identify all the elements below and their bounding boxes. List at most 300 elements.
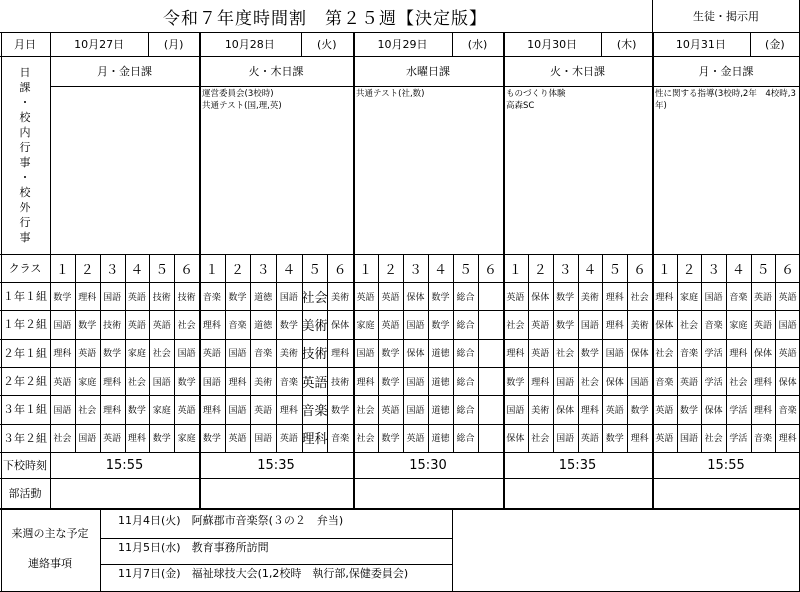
subject-cell: 社会: [556, 349, 575, 360]
subject-cell: 国語: [177, 349, 196, 360]
event-line: 運営委員会(3校時): [202, 89, 274, 99]
subject-cell: 総合: [456, 377, 475, 388]
grid-line: [0, 478, 800, 479]
subject-cell: 音楽: [704, 320, 723, 331]
subject-cell: 数学: [381, 434, 400, 445]
subject-cell: 国語: [605, 349, 624, 360]
subject-cell: 音楽: [778, 405, 797, 416]
subject-cell: 国語: [679, 434, 698, 445]
subject-cell: 社会: [78, 405, 97, 416]
subject-cell: 英語: [356, 292, 375, 303]
class-name: ２年１組: [3, 346, 47, 360]
grid-line: [0, 32, 800, 33]
subject-cell: 国語: [53, 320, 72, 331]
subject-cell: 理科: [753, 405, 772, 416]
events-header-char: 校: [19, 111, 31, 124]
subject-cell: 理科: [506, 349, 525, 360]
subject-cell: 理科: [356, 377, 375, 388]
period-number: ３: [105, 262, 119, 278]
subject-cell: 英語: [381, 405, 400, 416]
subject-cell: 数学: [556, 292, 575, 303]
grid-line: [50, 86, 800, 87]
dismissal-time: 15:35: [558, 457, 597, 473]
subject-cell: 数学: [431, 292, 450, 303]
subject-cell: 数学: [279, 320, 298, 331]
subject-cell: 音楽: [228, 320, 247, 331]
subject-cell: 総合: [456, 349, 475, 360]
grid-line: [100, 508, 101, 592]
subject-cell: 理科: [103, 377, 122, 388]
grid-line: [601, 32, 602, 56]
grid-line: [327, 254, 328, 452]
period-number: １: [55, 262, 69, 278]
subject-cell: 国語: [778, 320, 797, 331]
subject-cell: 家庭: [177, 434, 196, 445]
subject-cell: 英語: [778, 349, 797, 360]
subject-cell: 総合: [456, 405, 475, 416]
period-number: ４: [731, 262, 745, 278]
subject-cell: 理科: [753, 377, 772, 388]
subject-cell: 社会: [53, 434, 72, 445]
subject-cell: 国語: [202, 377, 221, 388]
subject-cell: 総合: [456, 320, 475, 331]
subject-cell: 英語: [103, 434, 122, 445]
grid-line: [100, 538, 452, 539]
subject-cell: 家庭: [729, 320, 748, 331]
day-date: 10月30日: [527, 38, 578, 51]
events-header-char: ・: [19, 96, 31, 109]
subject-cell: 国語: [228, 349, 247, 360]
class-name: １年２組: [3, 318, 47, 332]
day-schedule: 火・木日課: [550, 65, 605, 78]
grid-line: [478, 254, 479, 452]
events-header-char: 事: [19, 156, 31, 169]
dismissal-time: 15:55: [707, 457, 745, 473]
subject-cell: 社会: [356, 434, 375, 445]
dismissal-time: 15:30: [409, 457, 447, 473]
subject-cell: 数学: [127, 405, 146, 416]
grid-line: [0, 310, 800, 311]
day-schedule: 火・木日課: [248, 65, 304, 78]
events-header-char: 日: [19, 66, 31, 79]
day-schedule: 月・金日課: [698, 65, 754, 78]
subject-cell: 英語: [254, 405, 273, 416]
event-line: 共通テスト(国,理,英): [202, 101, 282, 111]
grid-line: [652, 32, 654, 508]
grid-line: [726, 254, 727, 452]
subject-cell: 理科: [228, 377, 247, 388]
subject-cell: 数学: [381, 349, 400, 360]
subject-cell: 国語: [406, 320, 425, 331]
period-number: ３: [558, 262, 572, 278]
subject-cell: 数学: [331, 405, 350, 416]
period-number: ４: [130, 262, 144, 278]
grid-line: [403, 254, 404, 452]
grid-line: [353, 32, 355, 508]
grid-line: [125, 254, 126, 452]
period-number: ３: [408, 262, 422, 278]
subject-cell: 学活: [704, 349, 723, 360]
subject-cell: 数学: [78, 320, 97, 331]
subject-cell: [478, 367, 503, 395]
events-header-char: 事: [19, 231, 31, 244]
subject-cell: 英語: [753, 292, 772, 303]
subject-cell: 音楽: [729, 292, 748, 303]
grid-line: [0, 282, 800, 283]
subject-cell: 理科: [127, 434, 146, 445]
event-line: 共通テスト(社,数): [356, 89, 425, 99]
grid-line: [0, 452, 800, 453]
subject-cell: 総合: [456, 292, 475, 303]
day-date: 10月27日: [74, 38, 125, 51]
subject-cell: 数学: [103, 349, 122, 360]
grid-line: [100, 564, 452, 565]
grid-line: [148, 32, 149, 56]
subject-cell: 数学: [506, 377, 525, 388]
subject-cell: 道徳: [431, 349, 450, 360]
events-header-char: 課: [19, 81, 31, 94]
subject-cell: 国語: [580, 320, 599, 331]
day-schedule: 月・金日課: [97, 65, 152, 78]
subject-cell: 国語: [406, 377, 425, 388]
subject-cell: 英語: [531, 320, 550, 331]
subject-cell: 美術: [630, 320, 649, 331]
day-events: [506, 88, 649, 112]
subject-cell: 道徳: [254, 292, 273, 303]
subject-cell: 英語: [381, 320, 400, 331]
subject-cell: 理科: [331, 349, 350, 360]
grid-line: [149, 254, 150, 452]
subject-cell: 社会: [704, 434, 723, 445]
grid-line: [100, 254, 101, 452]
subject-cell: 数学: [605, 434, 624, 445]
period-number: １: [205, 262, 219, 278]
grid-line: [452, 508, 453, 592]
subject-cell: 英語: [580, 434, 599, 445]
subject-cell: 美術: [279, 349, 298, 360]
subject-cell: 英語: [506, 292, 525, 303]
subject-cell: 英語: [228, 434, 247, 445]
subject-cell: 理科: [630, 434, 649, 445]
grid-line: [0, 424, 800, 425]
subject-cell: 国語: [228, 405, 247, 416]
period-number: ６: [633, 262, 647, 278]
grid-line: [174, 254, 175, 452]
subject-cell: 理科: [729, 349, 748, 360]
class-name: ３年１組: [3, 403, 47, 417]
subject-cell: 家庭: [152, 405, 171, 416]
grid-line: [0, 339, 800, 340]
subject-cell: 理科: [202, 320, 221, 331]
subject-cell: [478, 395, 503, 423]
subject-cell: 英語: [753, 320, 772, 331]
subject-cell: 美術: [254, 377, 273, 388]
period-number: １: [657, 262, 671, 278]
grid-line: [0, 254, 800, 255]
subject-cell: 数学: [556, 320, 575, 331]
subject-cell: 国語: [103, 292, 122, 303]
subject-cell: 国語: [630, 377, 649, 388]
day-date: 10月31日: [675, 38, 726, 51]
subject-cell: 保体: [406, 349, 425, 360]
subject-cell: [478, 424, 503, 452]
period-number: ５: [608, 262, 622, 278]
period-number: ２: [230, 262, 244, 278]
period-number: ５: [458, 262, 472, 278]
event-line: ものづくり体験: [506, 89, 566, 99]
subject-cell: 道徳: [254, 320, 273, 331]
grid-line: [302, 254, 303, 452]
subject-cell: 家庭: [78, 377, 97, 388]
events-header-char: 校: [19, 186, 31, 199]
subject-cell: 技術: [331, 377, 350, 388]
subject-cell: 社会: [679, 320, 698, 331]
grid-line: [199, 32, 201, 508]
subject-cell: 保体: [655, 320, 674, 331]
events-header-char: 内: [19, 126, 31, 139]
subject-cell: 音楽: [655, 377, 674, 388]
grid-line: [503, 32, 505, 508]
day-events: [202, 88, 350, 112]
class-header: クラス: [8, 262, 42, 275]
period-number: ２: [533, 262, 547, 278]
notices-header: 連絡事項: [28, 557, 72, 570]
subject-cell: 社会: [506, 320, 525, 331]
period-number: ４: [433, 262, 447, 278]
grid-line: [301, 32, 302, 56]
grid-line: [0, 508, 800, 510]
grid-line: [225, 254, 226, 452]
subject-cell: 国語: [254, 434, 273, 445]
grid-line: [1, 32, 2, 508]
events-header-char: ・: [19, 171, 31, 184]
subject-cell: 技術: [301, 347, 328, 363]
subject-cell: 英語: [406, 434, 425, 445]
subject-cell: 理科: [301, 432, 328, 448]
period-number: ２: [383, 262, 397, 278]
subject-cell: 学活: [729, 434, 748, 445]
notice-item: 11月7日(金) 福祉球技大会(1,2校時 執行部,保健委員会): [118, 567, 409, 580]
subject-cell: 社会: [127, 377, 146, 388]
subject-cell: 保体: [605, 377, 624, 388]
subject-cell: 保体: [331, 320, 350, 331]
subject-cell: 保体: [778, 377, 797, 388]
audience-tag: 生徒・掲示用: [693, 10, 759, 23]
event-line: 性に関する指導(3校時,2年 4校時,3年): [655, 89, 796, 111]
grid-line: [453, 254, 454, 452]
subject-cell: 数学: [381, 377, 400, 388]
subject-cell: 英語: [127, 320, 146, 331]
subject-cell: 保体: [630, 349, 649, 360]
grid-line: [553, 254, 554, 452]
grid-line: [751, 254, 752, 452]
subject-cell: 美術: [331, 292, 350, 303]
subject-cell: [478, 339, 503, 367]
subject-cell: [478, 310, 503, 338]
grid-line: [775, 254, 776, 452]
grid-line: [677, 254, 678, 452]
subject-cell: 英語: [127, 292, 146, 303]
subject-cell: 音楽: [301, 403, 328, 419]
subject-cell: 家庭: [356, 320, 375, 331]
subject-cell: 数学: [202, 434, 221, 445]
grid-line: [50, 32, 51, 508]
dismissal-header: 下校時刻: [3, 459, 47, 472]
grid-line: [0, 367, 800, 368]
subject-cell: 技術: [177, 292, 196, 303]
grid-line: [428, 254, 429, 452]
dismissal-time: 15:35: [257, 457, 295, 473]
grid-line: [250, 254, 251, 452]
subject-cell: 音楽: [202, 292, 221, 303]
period-number: １: [508, 262, 522, 278]
subject-cell: 道徳: [431, 405, 450, 416]
period-number: ２: [682, 262, 696, 278]
subject-cell: 社会: [356, 405, 375, 416]
subject-cell: 音楽: [753, 434, 772, 445]
subject-cell: 音楽: [331, 434, 350, 445]
subject-cell: 国語: [556, 434, 575, 445]
grid-line: [652, 0, 653, 32]
subject-cell: 道徳: [431, 377, 450, 388]
subject-cell: 国語: [556, 377, 575, 388]
subject-cell: 理科: [531, 377, 550, 388]
subject-cell: 学活: [729, 405, 748, 416]
subject-cell: 理科: [53, 349, 72, 360]
day-of-week: (金): [765, 38, 785, 51]
subject-cell: 社会: [152, 349, 171, 360]
day-date: 10月28日: [224, 38, 275, 51]
class-name: ３年２組: [3, 431, 47, 445]
notice-item: 11月4日(火) 阿蘇郡市音楽祭(３の２ 弁当): [118, 514, 344, 527]
day-of-week: (水): [467, 38, 488, 51]
period-number: ６: [781, 262, 795, 278]
subject-cell: 理科: [78, 292, 97, 303]
period-number: ４: [282, 262, 296, 278]
subject-cell: 数学: [53, 292, 72, 303]
subject-cell: 英語: [202, 349, 221, 360]
subject-cell: 美術: [301, 318, 328, 334]
subject-cell: 英語: [381, 292, 400, 303]
subject-cell: 英語: [301, 375, 328, 391]
event-line: 高森SC: [506, 101, 535, 111]
subject-cell: 国語: [152, 377, 171, 388]
period-number: ５: [756, 262, 770, 278]
subject-cell: 理科: [202, 405, 221, 416]
events-header-char: 外: [19, 201, 31, 214]
subject-cell: 国語: [279, 292, 298, 303]
day-events: [356, 88, 500, 100]
period-number: ６: [333, 262, 347, 278]
subject-cell: 音楽: [679, 349, 698, 360]
grid-line: [578, 254, 579, 452]
subject-cell: 英語: [279, 434, 298, 445]
grid-line: [750, 32, 751, 56]
subject-cell: 保体: [531, 292, 550, 303]
notice-item: 11月5日(水) 教育事務所訪問: [118, 540, 269, 554]
subject-cell: 社会: [177, 320, 196, 331]
subject-cell: 社会: [531, 434, 550, 445]
subject-cell: 社会: [729, 377, 748, 388]
grid-line: [276, 254, 277, 452]
subject-cell: 理科: [605, 320, 624, 331]
day-date: 10月29日: [377, 38, 428, 51]
subject-cell: 英語: [152, 320, 171, 331]
day-of-week: (木): [616, 38, 637, 51]
subject-cell: 理科: [605, 292, 624, 303]
subject-cell: [478, 282, 503, 310]
period-number: １: [358, 262, 372, 278]
subject-cell: 音楽: [254, 349, 273, 360]
period-number: ３: [256, 262, 270, 278]
subject-cell: 数学: [431, 320, 450, 331]
subject-cell: 美術: [580, 292, 599, 303]
day-of-week: (火): [317, 38, 337, 51]
subject-cell: 社会: [580, 377, 599, 388]
period-number: ３: [707, 262, 721, 278]
page-title: 令和７年度時間割 第２５週【決定版】: [163, 8, 487, 29]
grid-line: [75, 254, 76, 452]
grid-line: [701, 254, 702, 452]
day-schedule: 水曜日課: [406, 65, 450, 78]
subject-cell: 数学: [580, 349, 599, 360]
subject-cell: 総合: [456, 434, 475, 445]
subject-cell: 国語: [356, 349, 375, 360]
period-number: ６: [483, 262, 497, 278]
subject-cell: 道徳: [431, 434, 450, 445]
period-number: ６: [180, 262, 194, 278]
subject-cell: 数学: [679, 405, 698, 416]
period-number: ４: [583, 262, 597, 278]
subject-cell: 技術: [103, 320, 122, 331]
subject-cell: 国語: [78, 434, 97, 445]
subject-cell: 社会: [301, 290, 328, 306]
grid-line: [0, 56, 800, 57]
period-number: ５: [307, 262, 321, 278]
grid-line: [1, 508, 2, 592]
events-header-char: 行: [19, 141, 31, 154]
subject-cell: 学活: [704, 377, 723, 388]
day-of-week: (月): [163, 38, 184, 51]
subject-cell: 社会: [630, 292, 649, 303]
events-header: [0, 56, 50, 254]
subject-cell: 美術: [531, 405, 550, 416]
period-number: ２: [80, 262, 94, 278]
grid-line: [378, 254, 379, 452]
grid-line: [528, 254, 529, 452]
subject-cell: 理科: [580, 405, 599, 416]
subject-cell: 音楽: [279, 377, 298, 388]
subject-cell: 英語: [778, 292, 797, 303]
subject-cell: 国語: [704, 292, 723, 303]
grid-line: [0, 395, 800, 396]
subject-cell: 数学: [630, 405, 649, 416]
grid-line: [602, 254, 603, 452]
grid-line: [627, 254, 628, 452]
class-name: ２年２組: [3, 375, 47, 389]
subject-cell: 技術: [152, 292, 171, 303]
next-week-header: 来週の主な予定: [11, 527, 89, 540]
subject-cell: 理科: [655, 292, 674, 303]
subject-cell: 保体: [753, 349, 772, 360]
subject-cell: 保体: [506, 434, 525, 445]
subject-cell: 理科: [279, 405, 298, 416]
date-header: 月日: [14, 38, 36, 51]
subject-cell: 家庭: [679, 292, 698, 303]
subject-cell: 理科: [778, 434, 797, 445]
subject-cell: 数学: [228, 292, 247, 303]
club-header: 部活動: [8, 487, 42, 500]
